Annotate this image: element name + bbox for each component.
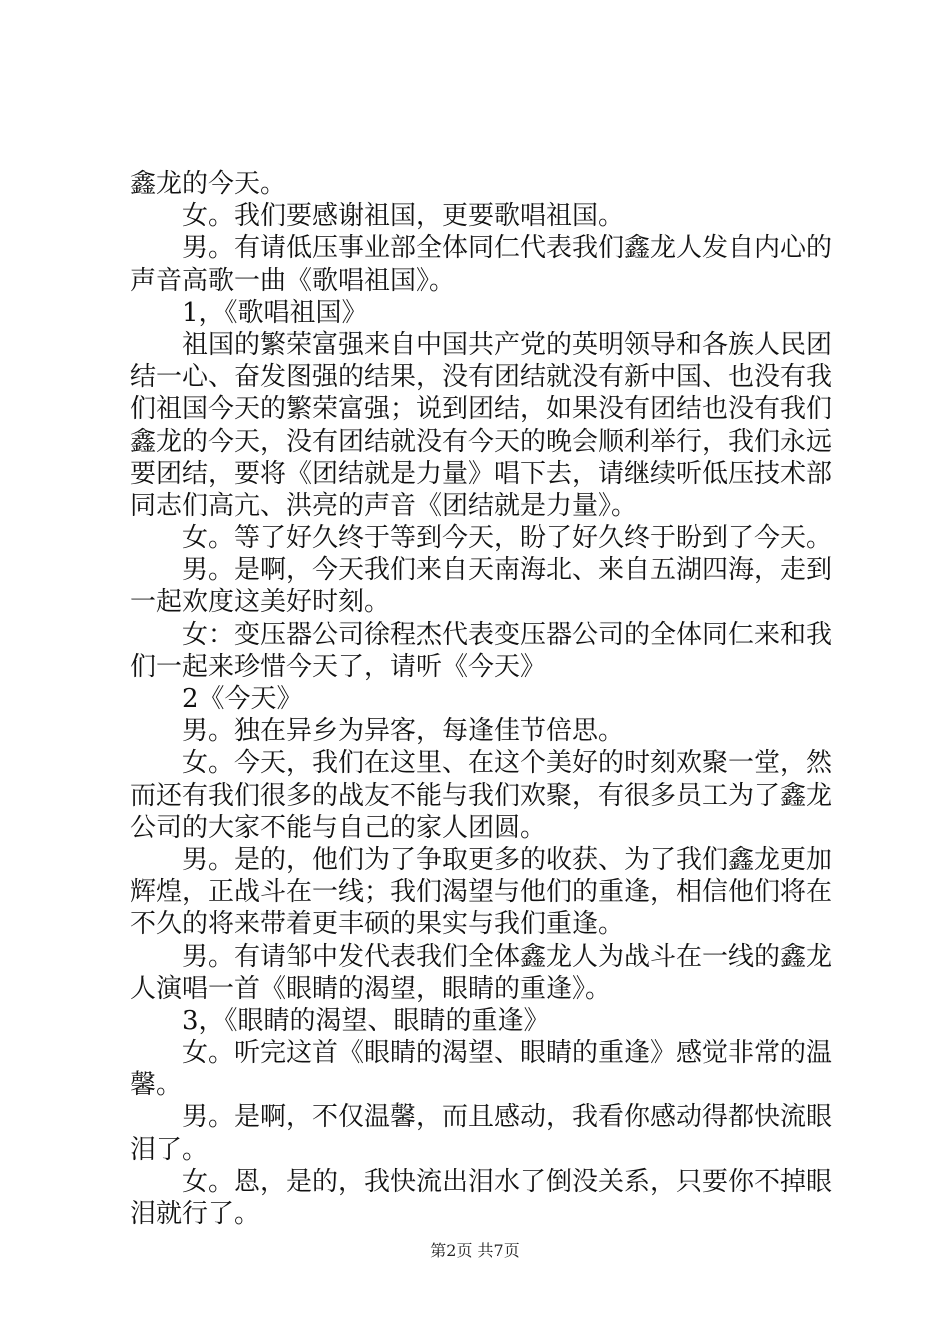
text-line: 公司的大家不能与自己的家人团圆。 xyxy=(130,812,547,843)
text-line: 男。是啊，今天我们来自天南海北、来自五湖四海，走到 xyxy=(182,555,833,586)
text-line: 女。恩，是的，我快流出泪水了倒没关系，只要你不掉眼 xyxy=(182,1166,833,1197)
text-line: 男。是的，他们为了争取更多的收获、为了我们鑫龙更加 xyxy=(182,844,833,875)
page-footer: 第2页 共7页 xyxy=(430,1241,520,1260)
text-line: 同志们高亢、洪亮的声音《团结就是力量》。 xyxy=(130,490,638,521)
text-line: 们祖国今天的繁荣富强；说到团结，如果没有团结也没有我们 xyxy=(130,394,833,425)
text-line: 鑫龙的今天，没有团结就没有今天的晚会顺利举行，我们永远 xyxy=(130,426,833,457)
text-line: 祖国的繁荣富强来自中国共产党的英明领导和各族人民团 xyxy=(182,329,833,360)
text-line: 男。有请低压事业部全体同仁代表我们鑫龙人发自内心的 xyxy=(182,233,833,264)
text-line: 女。听完这首《眼睛的渴望、眼睛的重逢》感觉非常的温 xyxy=(182,1038,833,1069)
text-line: 们一起来珍惜今天了，请听《今天》 xyxy=(130,651,547,682)
text-line: 鑫龙的今天。 xyxy=(130,169,287,199)
text-line: 泪就行了。 xyxy=(130,1199,261,1229)
text-line: 馨。 xyxy=(130,1070,183,1101)
text-line: 人演唱一首《眼睛的渴望，眼睛的重逢》。 xyxy=(130,973,612,1004)
text-line: 而还有我们很多的战友不能与我们欢聚，有很多员工为了鑫龙 xyxy=(130,780,833,811)
text-line: 辉煌，正战斗在一线；我们渴望与他们的重逢，相信他们将在 xyxy=(130,877,833,908)
text-line: 女。今天，我们在这里、在这个美好的时刻欢聚一堂，然 xyxy=(182,748,833,779)
text-line: 结一心、奋发图强的结果，没有团结就没有新中国、也没有我 xyxy=(130,362,833,393)
text-line: 女。我们要感谢祖国，更要歌唱祖国。 xyxy=(182,201,625,232)
document-body xyxy=(130,168,833,1230)
text-line: 不久的将来带着更丰硕的果实与我们重逢。 xyxy=(130,909,625,940)
text-line: 男。有请邹中发代表我们全体鑫龙人为战斗在一线的鑫龙 xyxy=(182,941,833,972)
text-line: 女：变压器公司徐程杰代表变压器公司的全体同仁来和我 xyxy=(182,619,833,650)
text-line: 泪了。 xyxy=(130,1134,209,1165)
text-line: 一起欢度这美好时刻。 xyxy=(130,587,391,618)
text-line: 2《今天》 xyxy=(182,684,303,714)
text-line: 1，《歌唱祖国》 xyxy=(182,297,368,328)
text-line: 男。是啊，不仅温馨，而且感动，我看你感动得都快流眼 xyxy=(182,1102,833,1133)
text-line: 男。独在异乡为异客，每逢佳节倍思。 xyxy=(182,716,625,747)
text-line: 声音高歌一曲《歌唱祖国》。 xyxy=(130,265,456,296)
text-line: 3，《眼睛的渴望、眼睛的重逢》 xyxy=(182,1005,550,1036)
text-line: 要团结，要将《团结就是力量》唱下去，请继续听低压技术部 xyxy=(130,458,833,489)
text-line: 女。等了好久终于等到今天，盼了好久终于盼到了今天。 xyxy=(182,523,833,554)
